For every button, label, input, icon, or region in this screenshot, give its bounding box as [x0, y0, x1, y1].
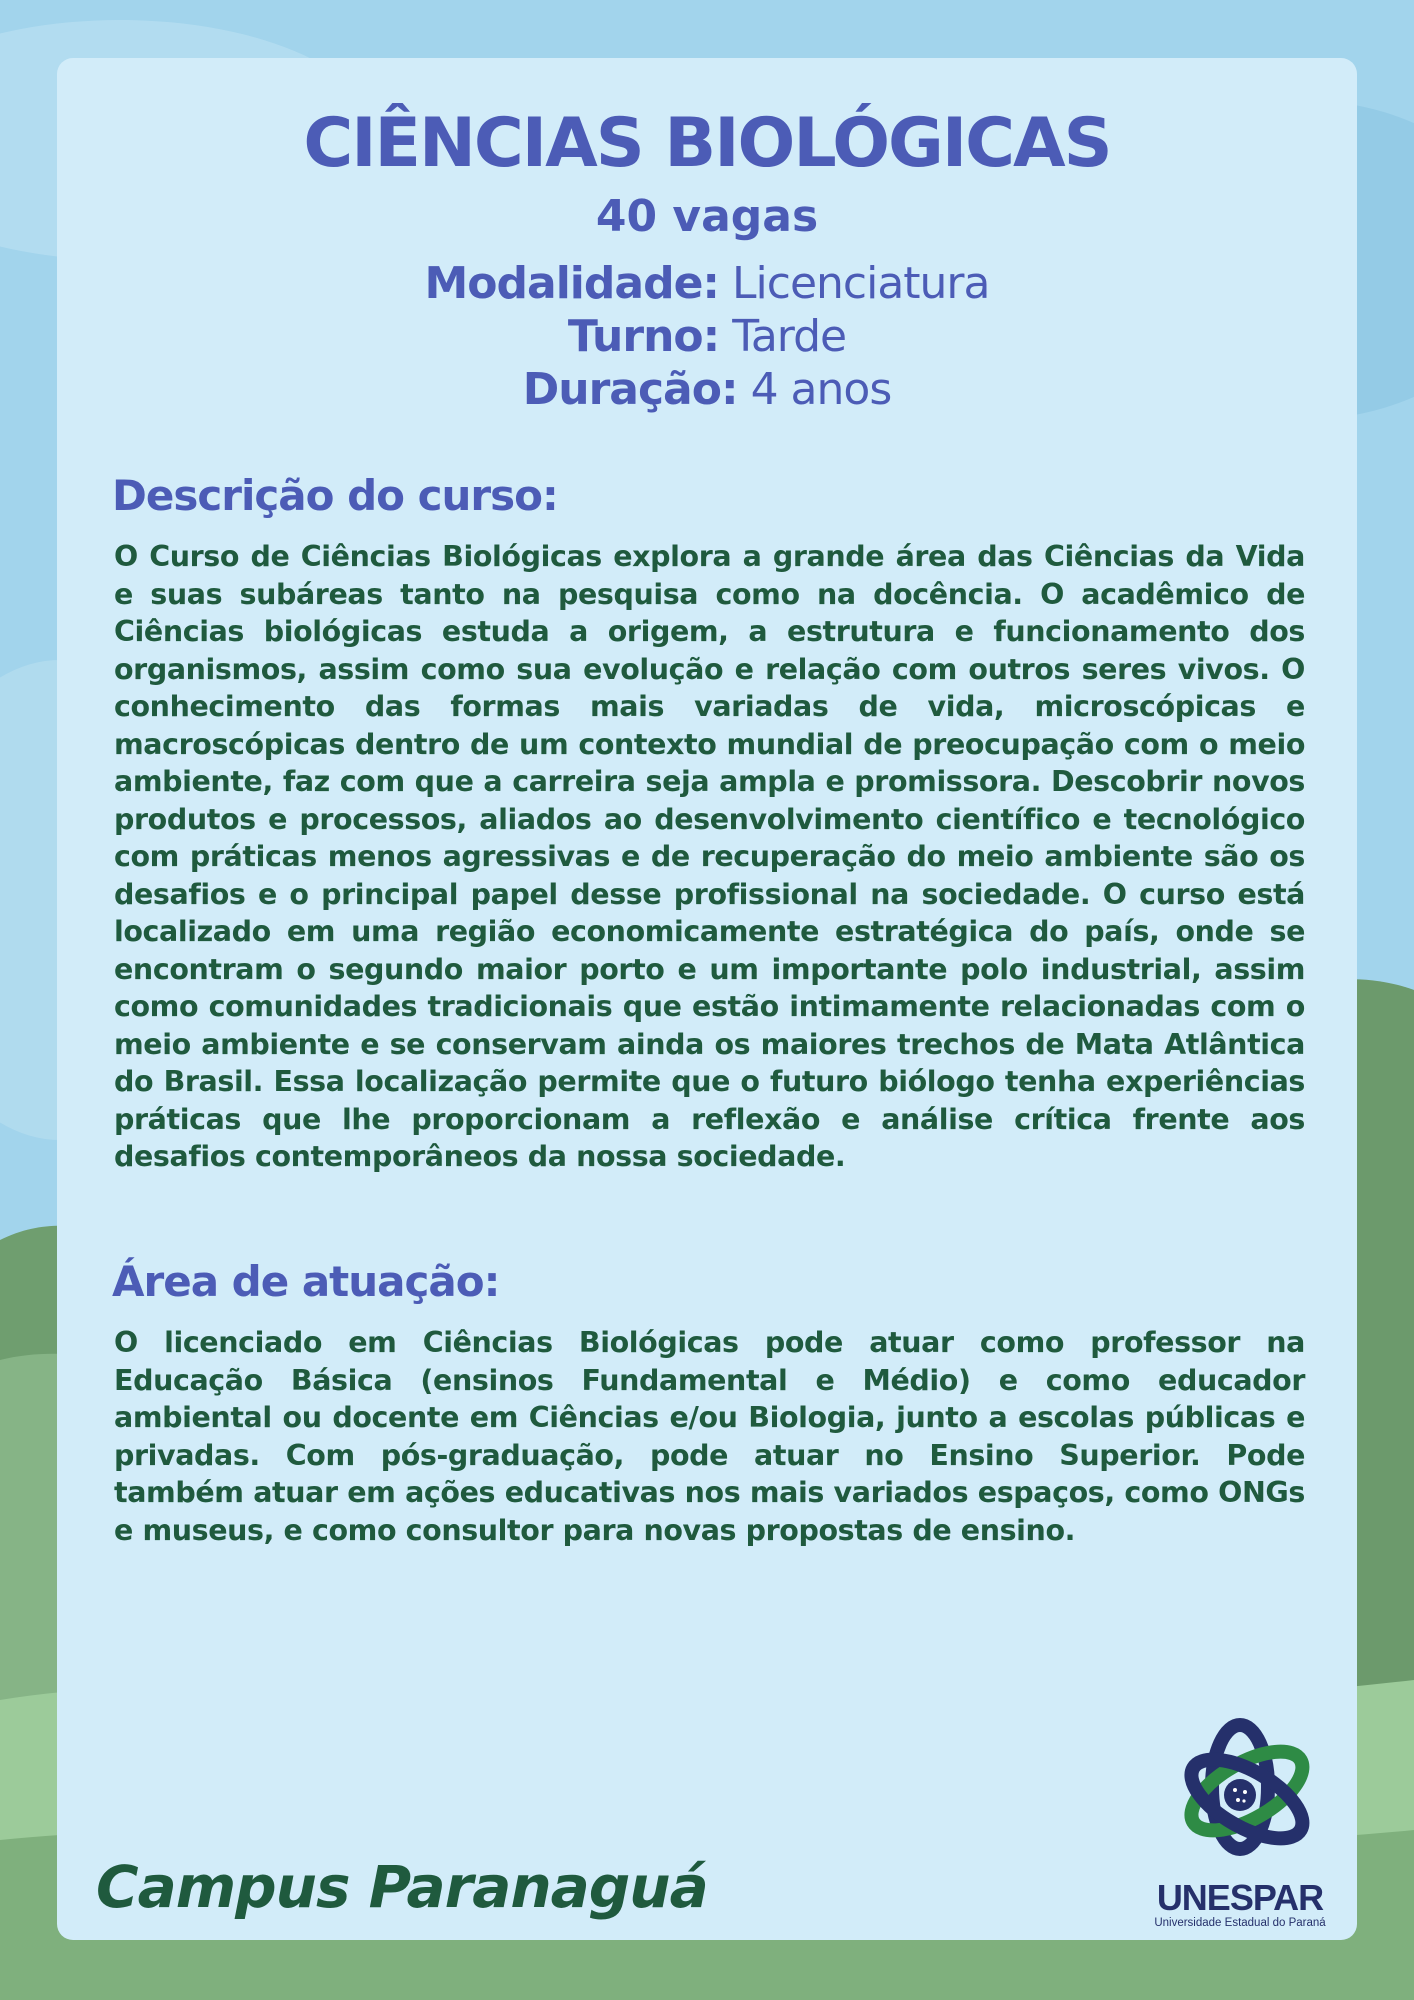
shift-line	[0, 311, 1414, 363]
shift-value: Tarde	[732, 311, 847, 362]
course-title: CIÊNCIAS BIOLÓGICAS	[303, 104, 1111, 183]
unespar-logo	[1120, 1710, 1360, 1930]
unespar-logo-icon	[1120, 1710, 1360, 1880]
duration-line	[0, 364, 1414, 416]
shift-label: Turno:	[567, 311, 720, 362]
description-heading: Descrição do curso:	[112, 471, 558, 520]
modality-value: Licenciatura	[732, 258, 990, 309]
vacancies-count: 40 vagas	[595, 191, 819, 242]
modality-line	[0, 258, 1414, 310]
logo-subtitle: Universidade Estadual do Paraná	[1154, 1917, 1326, 1929]
duration-label: Duração:	[522, 364, 738, 415]
description-text: O Curso de Ciências Biológicas explora a grande área das Ciências da Vida e suas subáreas tanto na pesquisa como na docência. O acadêmico de Ciências biológicas estuda a origem, a estrutura e funcionamento dos organismos, assim como sua evolução e relação com outros seres vivos. O conhecimento das formas mais variadas de vida, microscópicas e macroscópicas dentro de um contexto mundial de preocupação com o meio ambiente, faz com que a carreira seja ampla e promissora. Descobrir novos produtos e processos, aliados ao desenvolvimento científico e tecnológico com práticas menos agressivas e de recuperação do meio ambiente são os desafios e o principal papel desse profissional na sociedade. O curso está localizado em uma região economicamente estratégica do país, onde se encontram o segundo maior porto e um importante polo industrial, assim como comunidades tradicionais que estão intimamente relacionadas com o meio ambiente e se conservam ainda os maiores trechos de Mata Atlântica do Brasil. Essa localização permite que o futuro biólogo tenha experiências práticas que lhe proporcionam a reflexão e análise crítica frente aos desafios contemporâneos da nossa sociedade.	[114, 540, 1305, 1173]
career-area-text: O licenciado em Ciências Biológicas pode atuar como professor na Educação Básica (ensinos Fundamental e Médio) e como educador ambiental ou docente em Ciências e/ou Biologia, junto a escolas públicas e privadas. Com pós-graduação, pode atuar no Ensino Superior. Pode também atuar em ações educativas nos mais variados espaços, como ONGs e museus, e como consultor para novas propostas de ensino.	[114, 1326, 1305, 1547]
campus-name: Campus Paranaguá	[96, 1853, 708, 1921]
career-area-heading: Área de atuação:	[112, 1257, 500, 1306]
logo-wordmark: UNESPAR	[1156, 1877, 1324, 1918]
modality-label: Modalidade:	[424, 258, 720, 309]
duration-value: 4 anos	[750, 364, 892, 415]
